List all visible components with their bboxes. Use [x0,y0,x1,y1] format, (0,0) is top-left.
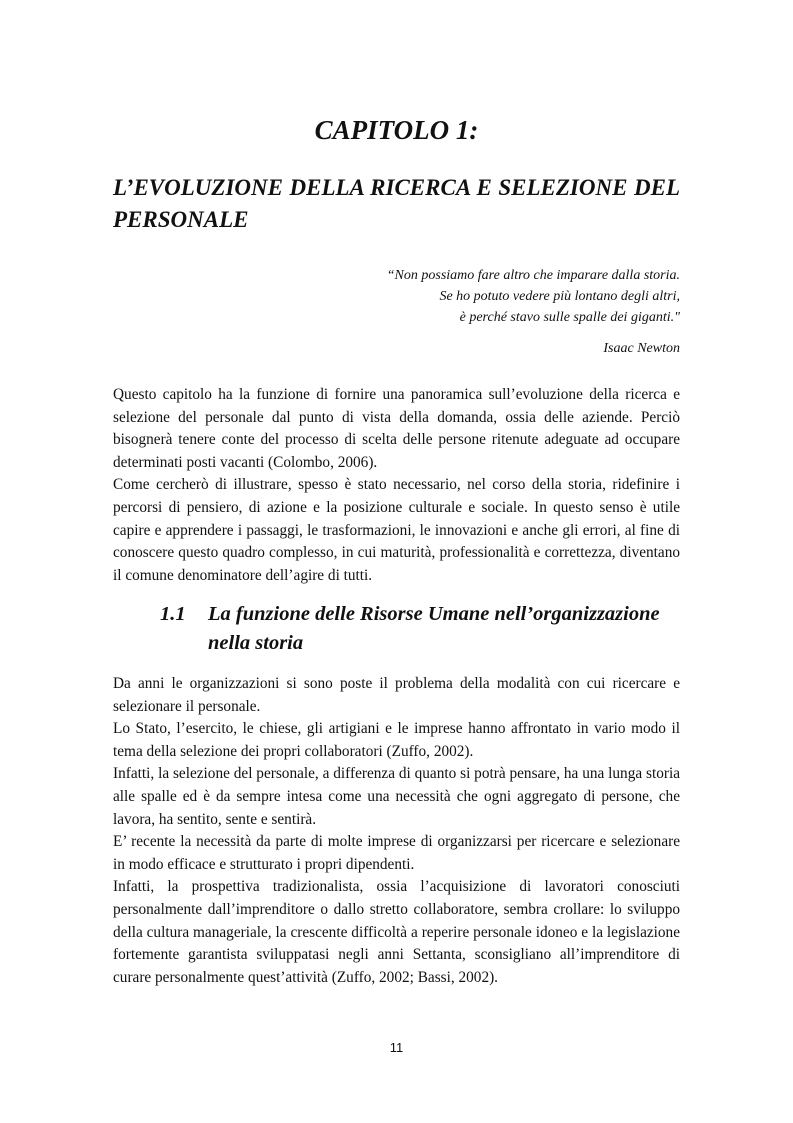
paragraph: Da anni le organizzazioni si sono poste il problema della modalità con cui ricercare e selezionare il personale. [113,675,680,715]
paragraph: Lo Stato, l’esercito, le chiese, gli artigiani e le imprese hanno affrontato in vario modo il tema della selezione dei propri collaboratori (Zuffo, 2002). [113,720,680,760]
section-title: La funzione delle Risorse Umane nell’organizzazione nella storia [208,603,660,654]
paragraph: Infatti, la prospettiva tradizionalista, ossia l’acquisizione di lavoratori conosciuti personalmente dall’imprenditore o dallo stretto collaboratore, sembra crollare: lo sviluppo della cultura manageriale, la crescente difficoltà a reperire personale idoneo e la legislazione fortemente garantista sviluppatasi negli anni Settanta, sconsigliano all’imprenditore di curare personalmente quest’attività (Zuffo, 2002; Bassi, 2002). [113,878,680,986]
paragraph: Infatti, la selezione del personale, a differenza di quanto si potrà pensare, ha una lunga storia alle spalle ed è da sempre intesa come una necessità che ogni aggregato di persone, che lavora, ha sentito, sente e sentirà. [113,765,680,828]
epigraph-author: Isaac Newton [603,341,680,356]
epigraph-line: “Non possiamo fare altro che imparare dalla storia. [386,268,680,283]
epigraph [280,265,680,359]
page-number: 11 [389,1040,404,1055]
paragraph: E’ recente la necessità da parte di molte imprese di organizzarsi per ricercare e selezionare in modo efficace e strutturato i propri dipendenti. [113,833,680,873]
epigraph-line: Se ho potuto vedere più lontano degli altri, [439,289,680,304]
epigraph-line: è perché stavo sulle spalle dei giganti." [459,310,680,325]
paragraph: Questo capitolo ha la funzione di fornire una panoramica sull’evoluzione della ricerca e selezione del personale dal punto di vista della domanda, ossia delle aziende. Perciò bisognerà tenere conte del processo di scelta delle persone ritenute adeguate ad occupare determinati posti vacanti (Colombo, 2006). [113,386,680,471]
chapter-title: CAPITOLO 1: [314,115,479,145]
intro-text [113,384,680,587]
paragraph: Come cercherò di illustrare, spesso è stato necessario, nel corso della storia, ridefinire i percorsi di pensiero, di azione e la posizione culturale e sociale. In questo senso è utile capire e apprendere i passaggi, le trasformazioni, le innovazioni e anche gli errori, al fine di conoscere questo quadro complesso, in cui maturità, professionalità e correttezza, diventano il comune denominatore dell’agire di tutti. [113,476,680,584]
section-number: 1.1 [160,603,186,625]
chapter-subtitle: L’EVOLUZIONE DELLA RICERCA E SELEZIONE DEL PERSONALE [113,175,680,232]
section-body [113,673,680,989]
section-heading [160,600,680,658]
